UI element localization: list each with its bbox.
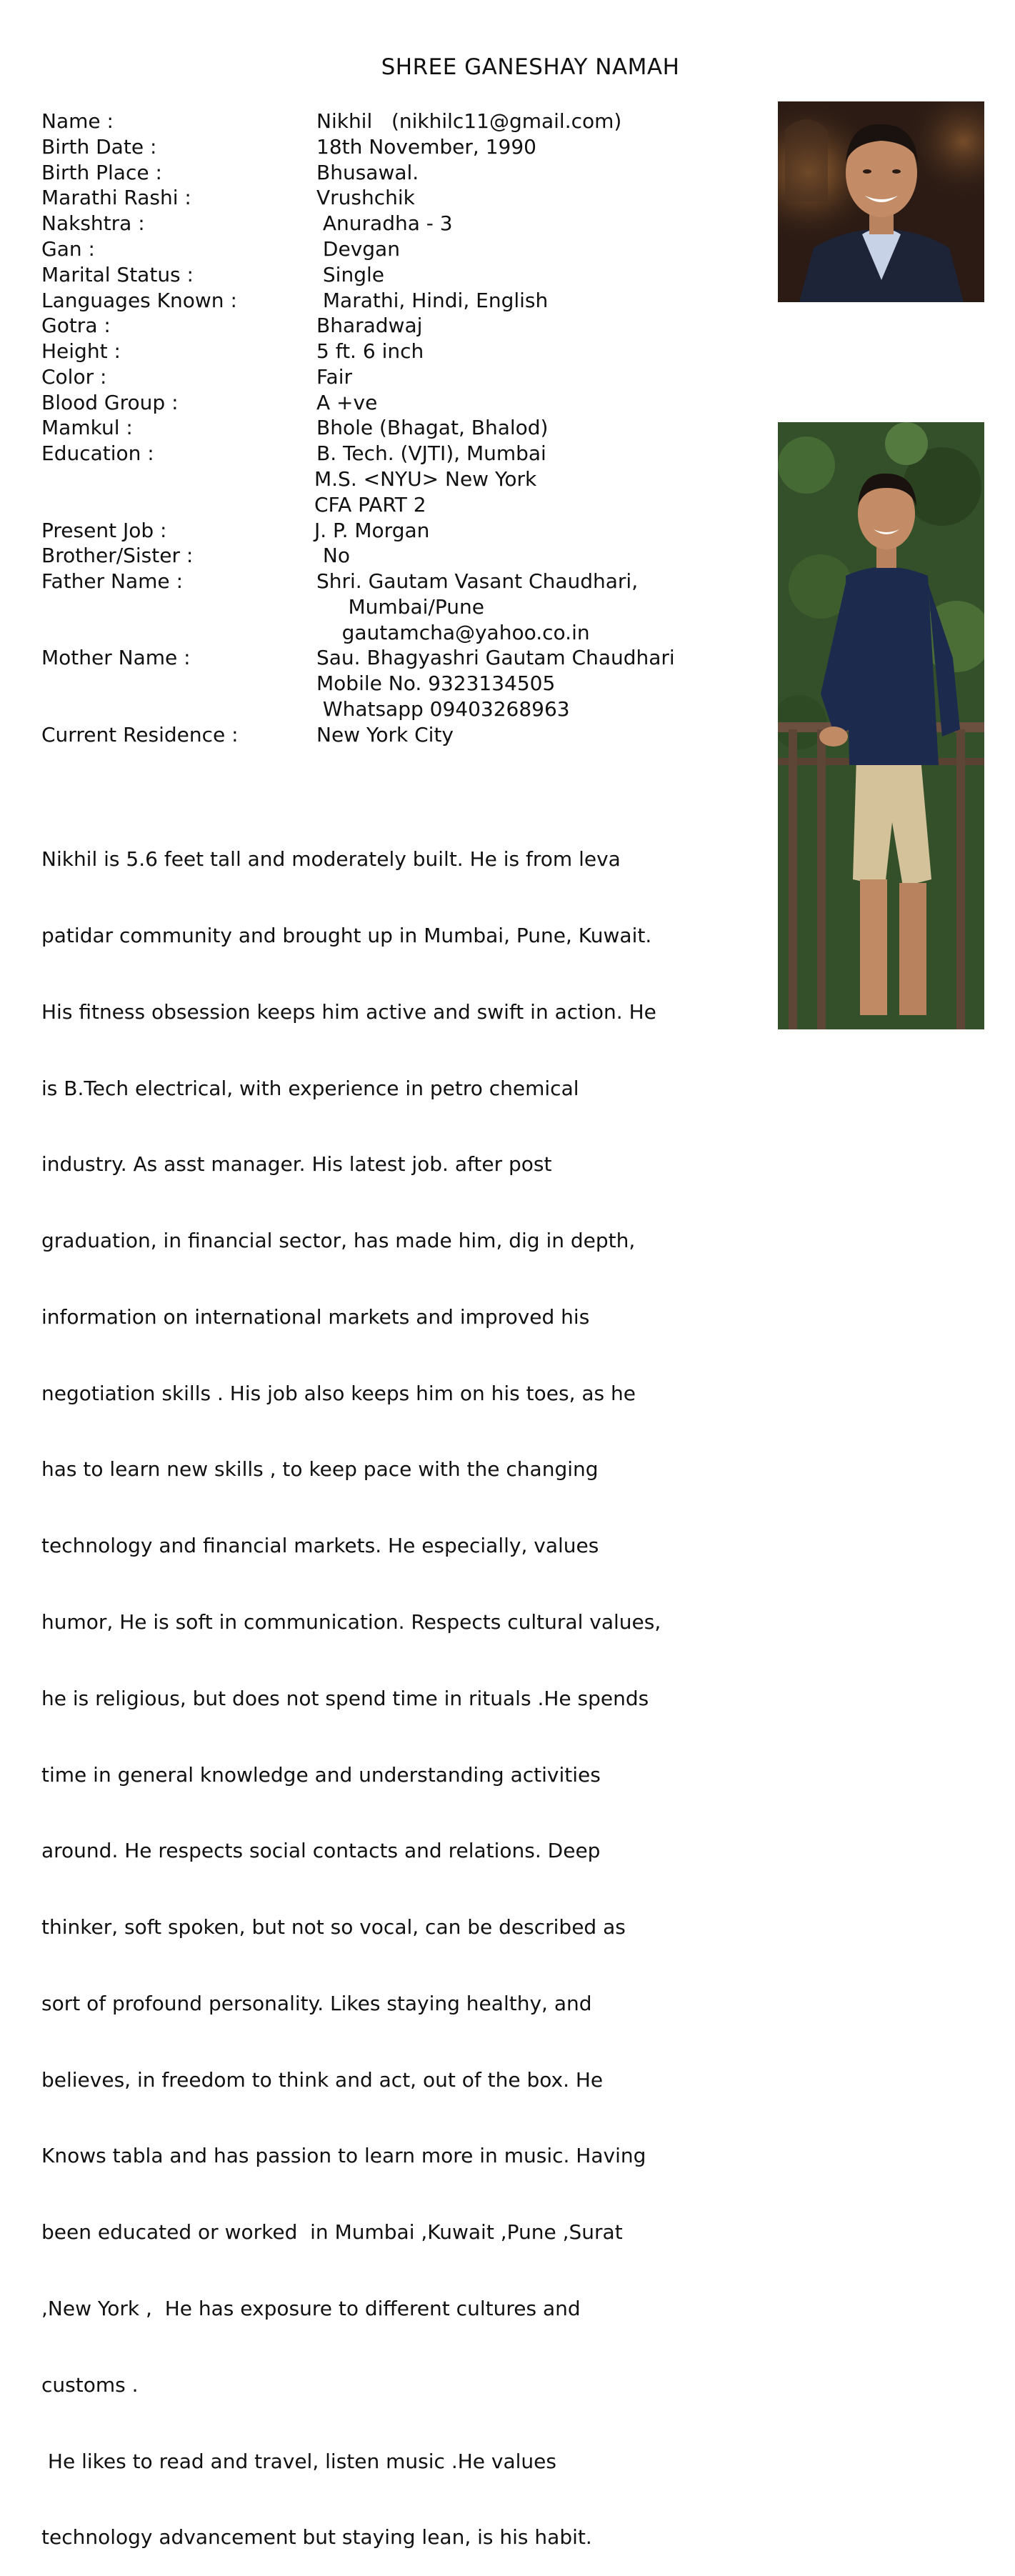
detail-label: Color : (41, 365, 107, 389)
bio-line: is B.Tech electrical, with experience in petro chemical (41, 1076, 579, 1100)
bio-line: sort of profound personality. Likes staying healthy, and (41, 1991, 592, 2015)
detail-value: Whatsapp 09403268963 (316, 697, 570, 721)
bio-line: technology advancement but staying lean, is his habit. (41, 2525, 592, 2550)
detail-label: Birth Place : (41, 161, 162, 184)
detail-value: No (316, 544, 350, 567)
detail-label: Name : (41, 109, 114, 133)
detail-value: Anuradha - 3 (316, 211, 453, 235)
bio-line: Knows tabla and has passion to learn more in music. Having (41, 2144, 646, 2168)
bio-line: been educated or worked in Mumbai ,Kuwait ,Pune ,Surat (41, 2220, 623, 2245)
bio-line: he is religious, but does not spend time in rituals .He spends (41, 1686, 649, 1710)
detail-value: A +ve (316, 391, 378, 414)
detail-value: Vrushchik (316, 186, 415, 209)
detail-label: Languages Known : (41, 289, 237, 312)
detail-value: Marathi, Hindi, English (316, 289, 549, 312)
detail-label: Marital Status : (41, 263, 194, 286)
detail-label: Father Name : (41, 569, 183, 593)
detail-value: Bhusawal. (316, 161, 419, 184)
bio-line: industry. As asst manager. His latest job. after post (41, 1152, 552, 1177)
detail-label: Gan : (41, 237, 95, 261)
detail-label: Current Residence : (41, 723, 239, 747)
detail-value: Bhole (Bhagat, Bhalod) (316, 416, 549, 439)
bio-line: patidar community and brought up in Mumbai, Pune, Kuwait. (41, 923, 652, 947)
detail-value: B. Tech. (VJTI), Mumbai (316, 441, 546, 465)
detail-label: Nakshtra : (41, 211, 145, 235)
bio-line: His fitness obsession keeps him active and swift in action. He (41, 999, 656, 1024)
detail-label: Height : (41, 339, 121, 363)
portrait-photo (778, 101, 984, 302)
detail-value: Shri. Gautam Vasant Chaudhari, (316, 569, 639, 593)
bio-line: humor, He is soft in communication. Respects cultural values, (41, 1610, 661, 1634)
bio-line: has to learn new skills , to keep pace with the changing (41, 1457, 599, 1482)
detail-value: Nikhil (nikhilc11@gmail.com) (316, 109, 622, 133)
detail-label: Mother Name : (41, 646, 191, 669)
full-length-photo (778, 422, 984, 1029)
detail-value: Fair (316, 365, 352, 389)
bio-line: Nikhil is 5.6 feet tall and moderately built. He is from leva (41, 847, 621, 872)
detail-label: Mamkul : (41, 416, 133, 439)
detail-value: 18th November, 1990 (316, 135, 536, 159)
detail-value: gautamcha@yahoo.co.in (316, 621, 590, 644)
bio-line: He likes to read and travel, listen music .He values (41, 2449, 556, 2473)
detail-value: Single (316, 263, 384, 286)
detail-label: Brother/Sister : (41, 544, 194, 567)
detail-value: Mobile No. 9323134505 (316, 672, 556, 695)
detail-label: Birth Date : (41, 135, 157, 159)
bio-line: information on international markets and improved his (41, 1304, 590, 1329)
detail-value: Sau. Bhagyashri Gautam Chaudhari (316, 646, 675, 669)
detail-value: New York City (316, 723, 454, 747)
bio-line: ,New York , He has exposure to different cultures and (41, 2297, 581, 2321)
bio-line: time in general knowledge and understanding activities (41, 1762, 601, 1787)
bio-line: around. He respects social contacts and relations. Deep (41, 1839, 601, 1863)
detail-value: Bharadwaj (316, 314, 423, 337)
detail-value: 5 ft. 6 inch (316, 339, 424, 363)
detail-label: Marathi Rashi : (41, 186, 191, 209)
bio-line: thinker, soft spoken, but not so vocal, can be described as (41, 1915, 626, 1940)
bio-paragraph (41, 796, 756, 2576)
bio-line: negotiation skills . His job also keeps him on his toes, as he (41, 1381, 636, 1405)
detail-value: Devgan (316, 237, 400, 261)
detail-label: Blood Group : (41, 391, 179, 414)
detail-label: Education : (41, 441, 154, 465)
page-title: SHREE GANESHAY NAMAH (381, 54, 680, 80)
bio-line: technology and financial markets. He especially, values (41, 1534, 599, 1558)
detail-value: Mumbai/Pune (316, 595, 484, 619)
detail-value: CFA PART 2 (314, 493, 426, 516)
bio-line: believes, in freedom to think and act, out of the box. He (41, 2067, 604, 2092)
detail-label: Gotra : (41, 314, 111, 337)
detail-value: M.S. <NYU> New York (314, 467, 537, 491)
bio-line: customs . (41, 2372, 139, 2397)
bio-line: graduation, in financial sector, has made him, dig in depth, (41, 1229, 636, 1253)
detail-label: Present Job : (41, 519, 167, 542)
detail-value: J. P. Morgan (314, 519, 430, 542)
